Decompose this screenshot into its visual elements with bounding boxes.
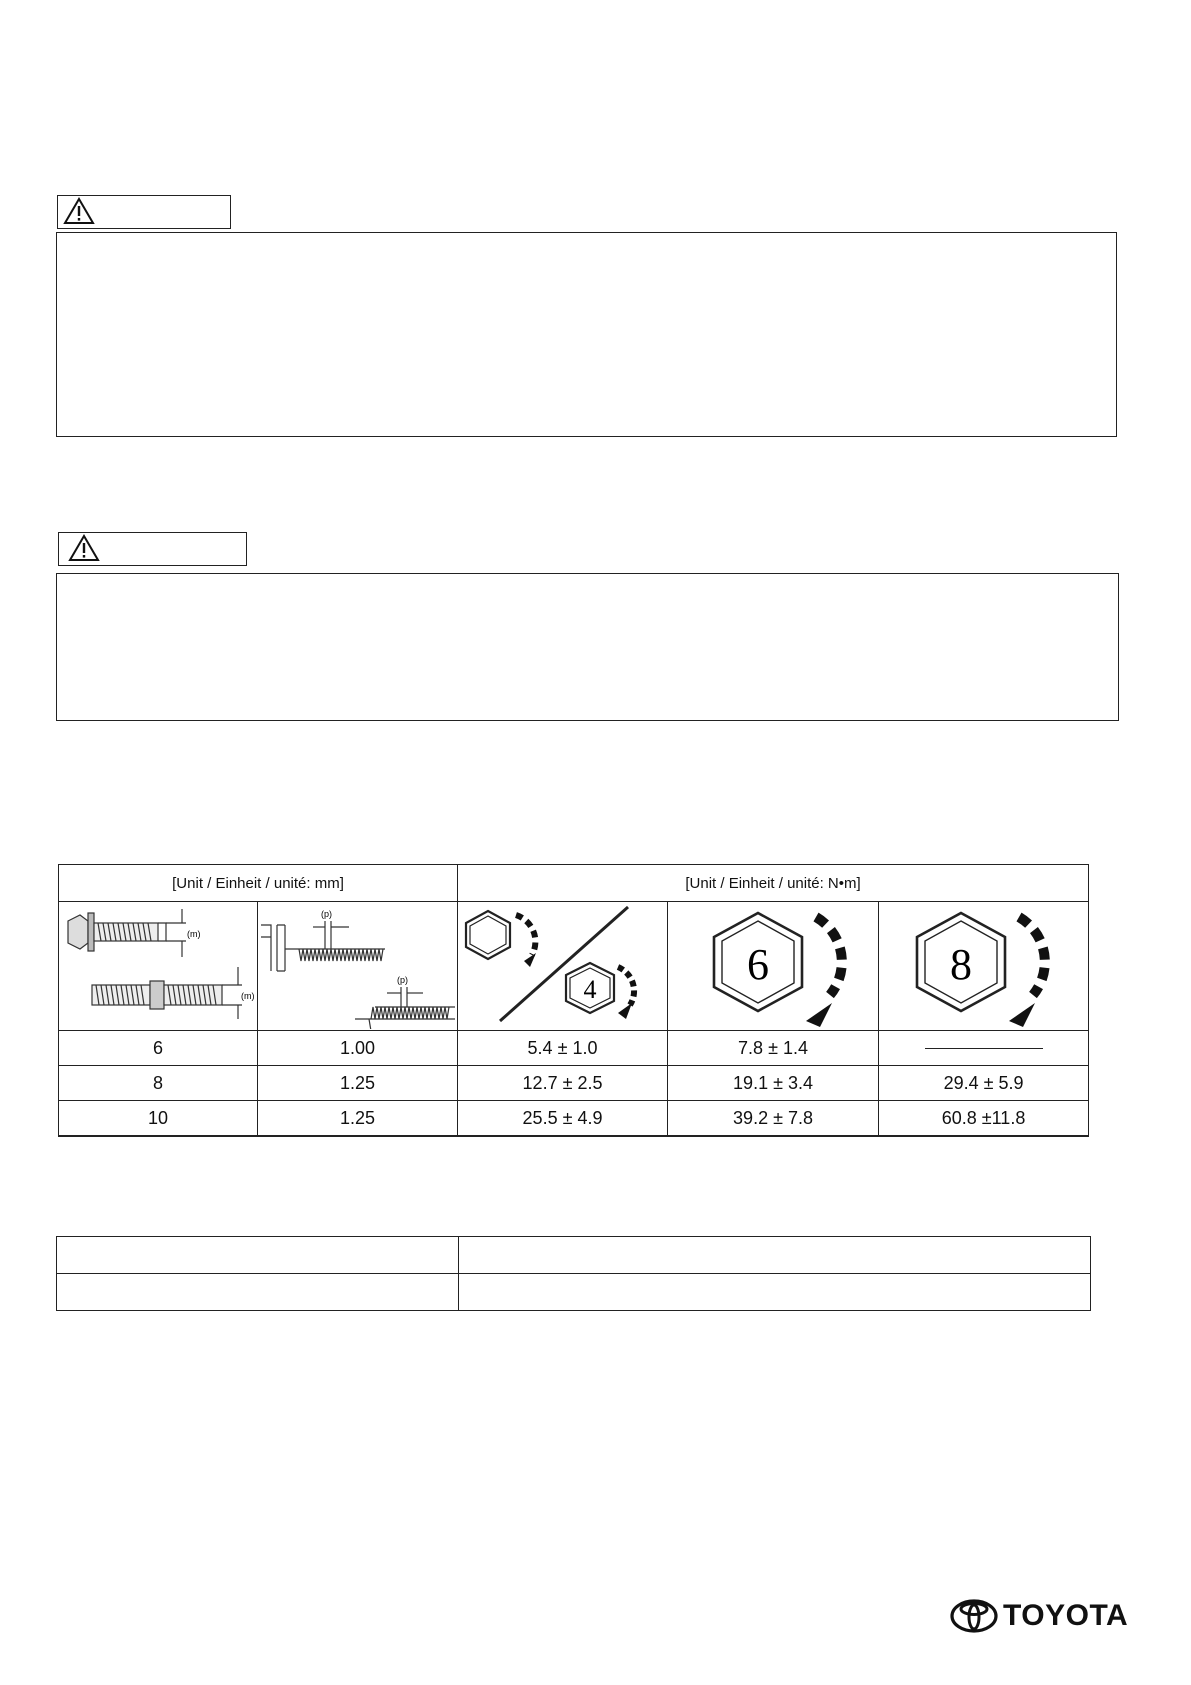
pitch-cell: 1.25	[258, 1066, 458, 1101]
blank-cell	[57, 1274, 459, 1311]
unit-mm-header: [Unit / Einheit / unité: mm]	[59, 865, 458, 902]
grade4-cell: 25.5 ± 4.9	[458, 1101, 668, 1137]
warning-tab-2	[58, 532, 247, 566]
grade8-cell: 60.8 ±11.8	[879, 1101, 1089, 1137]
diameter-cell: 10	[59, 1101, 258, 1137]
warning-box-2	[56, 573, 1119, 721]
grade4-cell: 12.7 ± 2.5	[458, 1066, 668, 1101]
torque-table	[58, 864, 1089, 1137]
pitch-cell: 1.00	[258, 1031, 458, 1066]
grade4-cell: 5.4 ± 1.0	[458, 1031, 668, 1066]
grade8-cell: 29.4 ± 5.9	[879, 1066, 1089, 1101]
grade-6-label: 6	[747, 940, 770, 989]
p-label-1: (p)	[320, 909, 332, 919]
blank-cell	[459, 1237, 1091, 1274]
warning-box-1	[56, 232, 1117, 437]
grade6-cell: 19.1 ± 3.4	[668, 1066, 879, 1101]
table-row	[59, 1031, 1089, 1066]
blank-cell	[459, 1274, 1091, 1311]
thread-pitch-diagram	[258, 902, 458, 1031]
diameter-cell: 6	[59, 1031, 258, 1066]
grade-4-icon	[458, 902, 668, 1031]
table-row	[57, 1274, 1091, 1311]
unit-nm-header: [Unit / Einheit / unité: N•m]	[458, 865, 1089, 902]
pitch-cell: 1.25	[258, 1101, 458, 1137]
grade8-cell-empty	[879, 1031, 1089, 1066]
warning-triangle-icon	[68, 534, 100, 562]
grade-8-label: 8	[949, 940, 972, 989]
diameter-cell: 8	[59, 1066, 258, 1101]
grade6-cell: 39.2 ± 7.8	[668, 1101, 879, 1137]
not-applicable-dash	[925, 1048, 1043, 1049]
p-label-2: (p)	[396, 975, 408, 985]
brand-name: TOYOTA	[1003, 1599, 1129, 1632]
m-label-1: (m)	[187, 929, 201, 939]
bolt-diameter-diagram	[59, 902, 258, 1031]
m-label-2: (m)	[241, 991, 255, 1001]
grade6-cell: 7.8 ± 1.4	[668, 1031, 879, 1066]
grade-8-icon	[879, 902, 1089, 1031]
grade-6-icon	[668, 902, 879, 1031]
grade-4-label: 4	[583, 975, 597, 1004]
table-row	[57, 1237, 1091, 1274]
table-row	[59, 1101, 1089, 1137]
warning-tab-1	[57, 195, 231, 229]
blank-cell	[57, 1237, 459, 1274]
blank-table	[56, 1236, 1091, 1311]
table-row	[59, 1066, 1089, 1101]
warning-triangle-icon	[63, 197, 95, 225]
